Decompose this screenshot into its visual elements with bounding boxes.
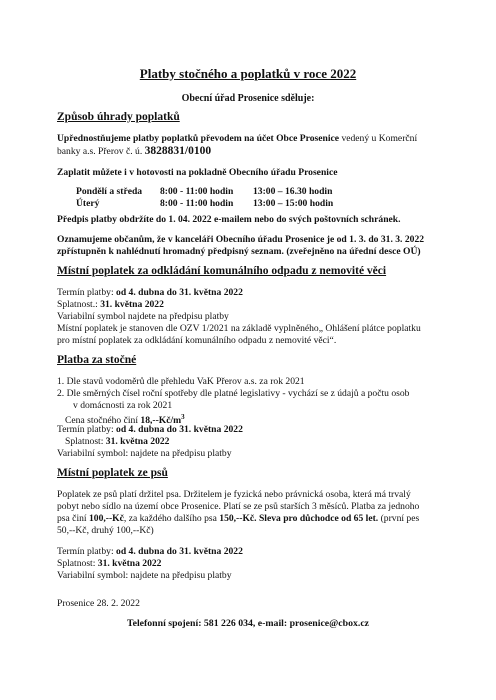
office-hours-row [76, 197, 363, 209]
waste-vs: Variabilní symbol najdete na předpisu platby [57, 311, 229, 322]
office-hours-table [76, 185, 363, 209]
dog-due-label: Splatnost: [57, 558, 98, 569]
waste-heading: Místní poplatek za odkládání komunálního odpadu z nemovité věci [57, 265, 387, 277]
page-title: Platby stočného a poplatků v roce 2022 [139, 66, 357, 81]
sewage-price-label: Cena stočného činí [65, 415, 141, 427]
hours-am: 8:00 - 11:00 hodin [160, 197, 234, 209]
sewage-due-value: 31. května 2022 [105, 436, 170, 447]
account-number: 3828831/0100 [144, 145, 212, 157]
waste-due [57, 299, 447, 311]
sewage-due [57, 436, 455, 448]
hours-day: Úterý [76, 197, 100, 209]
transfer-line-1 [57, 133, 447, 145]
sewage-term-value: od 4. dubna do 31. května 2022 [116, 424, 243, 435]
contact-footer: Telefonní spojení: 581 226 034, e-mail: prosenice@cbox.cz [126, 618, 370, 629]
email-note: Předpis platby obdržíte do 1. 04. 2022 e-mailem nebo do svých poštovních schránek. [57, 214, 401, 225]
dog-l3-d: 150,--Kč. Sleva pro důchodce od 65 let. [219, 513, 379, 524]
hours-am: 8:00 - 11:00 hodin [160, 185, 234, 197]
sewage-price-value: 18,--Kč/m [140, 415, 182, 427]
sewage-item-2-cont: v domácnosti za rok 2021 [73, 400, 173, 411]
transfer-line-2 [57, 146, 447, 158]
sewage-term [57, 424, 447, 436]
dog-term [57, 546, 447, 558]
sewage-item-2: 2. Dle směrných čísel roční spotřeby dle platné legislativy - vychází se z údajů a počtu osob [57, 388, 410, 399]
waste-term [57, 287, 447, 299]
sewage-price-sup: 3 [181, 413, 185, 421]
dog-l3-a: psa činí [57, 513, 89, 524]
transfer-bank: banky a.s. Přerov č. ú. [57, 146, 145, 157]
dog-l3-b: 100,--Kč [88, 513, 124, 524]
dog-line-3 [57, 513, 447, 525]
payment-heading: Způsob úhrady poplatků [57, 111, 180, 123]
waste-note-1: Místní poplatek je stanoven dle OZV 1/2021 na základě vyplněného„ Ohlášení plátce poplatku [57, 323, 421, 334]
dog-heading: Místní poplatek ze psů [57, 467, 168, 479]
waste-due-label: Splatnost.: [57, 299, 101, 310]
notice-line-1: Oznamujeme občanům, že v kanceláři Obecního úřadu Prosenice je od 1. 3. do 31. 3. 2022 [57, 234, 425, 245]
dog-line-1: Poplatek ze psů platí držitel psa. Držitelem je fyzická nebo právnická osoba, která má trvalý [57, 489, 411, 500]
dog-term-value: od 4. dubna do 31. května 2022 [116, 546, 243, 557]
sewage-term-label: Termín platby: [57, 424, 117, 435]
office-hours-row [76, 185, 363, 197]
hours-pm: 13:00 – 15:00 hodin [253, 197, 334, 209]
sewage-heading: Platba za stočné [57, 354, 137, 366]
waste-term-label: Termín platby: [57, 287, 117, 298]
notice-line-2: zpřístupněn k nahlédnutí hromadný předpisný seznam. (zveřejněno na úřední desce OÚ) [57, 246, 421, 257]
dog-line-2: pobyt nebo sídlo na území obce Prosenice. Platí se ze psů starších 3 měsíců. Platba za jednoho [57, 501, 420, 512]
transfer-rest: vedený u Komerční [339, 133, 418, 144]
sewage-item-1: 1. Dle stavů vodoměrů dle přehledu VaK Přerov a.s. za rok 2021 [57, 376, 305, 387]
document-date: Prosenice 28. 2. 2022 [57, 598, 140, 609]
sewage-due-label: Splatnost: [65, 436, 106, 447]
transfer-bold: Upřednostňujeme platby poplatků převodem na účet Obce Prosenice [57, 133, 340, 144]
dog-due [57, 558, 447, 570]
dog-line-4: 50,--Kč, druhý 100,--Kč) [57, 525, 154, 536]
dog-l3-e: (první pes [378, 513, 420, 524]
waste-due-value: 31. května 2022 [100, 299, 164, 310]
dog-term-label: Termín platby: [57, 546, 117, 557]
sewage-vs: Variabilní symbol: najdete na předpisu platby [57, 448, 232, 459]
dog-l3-c: , za každého dalšího psa [123, 513, 220, 524]
dog-vs: Variabilní symbol: najdete na předpisu platby [57, 570, 232, 581]
dog-due-value: 31. května 2022 [97, 558, 162, 569]
cash-note: Zaplatit můžete i v hotovosti na pokladně Obecního úřadu Prosenice [57, 167, 338, 178]
hours-pm: 13:00 – 16.30 hodin [253, 185, 333, 197]
waste-term-value: od 4. dubna do 31. května 2022 [116, 287, 243, 298]
waste-note-2: pro místní poplatek za odkládání komunálního odpadu z nemovité věci“. [57, 335, 337, 346]
hours-day: Pondělí a středa [76, 185, 143, 197]
page-subtitle: Obecní úřad Prosenice sděluje: [181, 93, 315, 104]
